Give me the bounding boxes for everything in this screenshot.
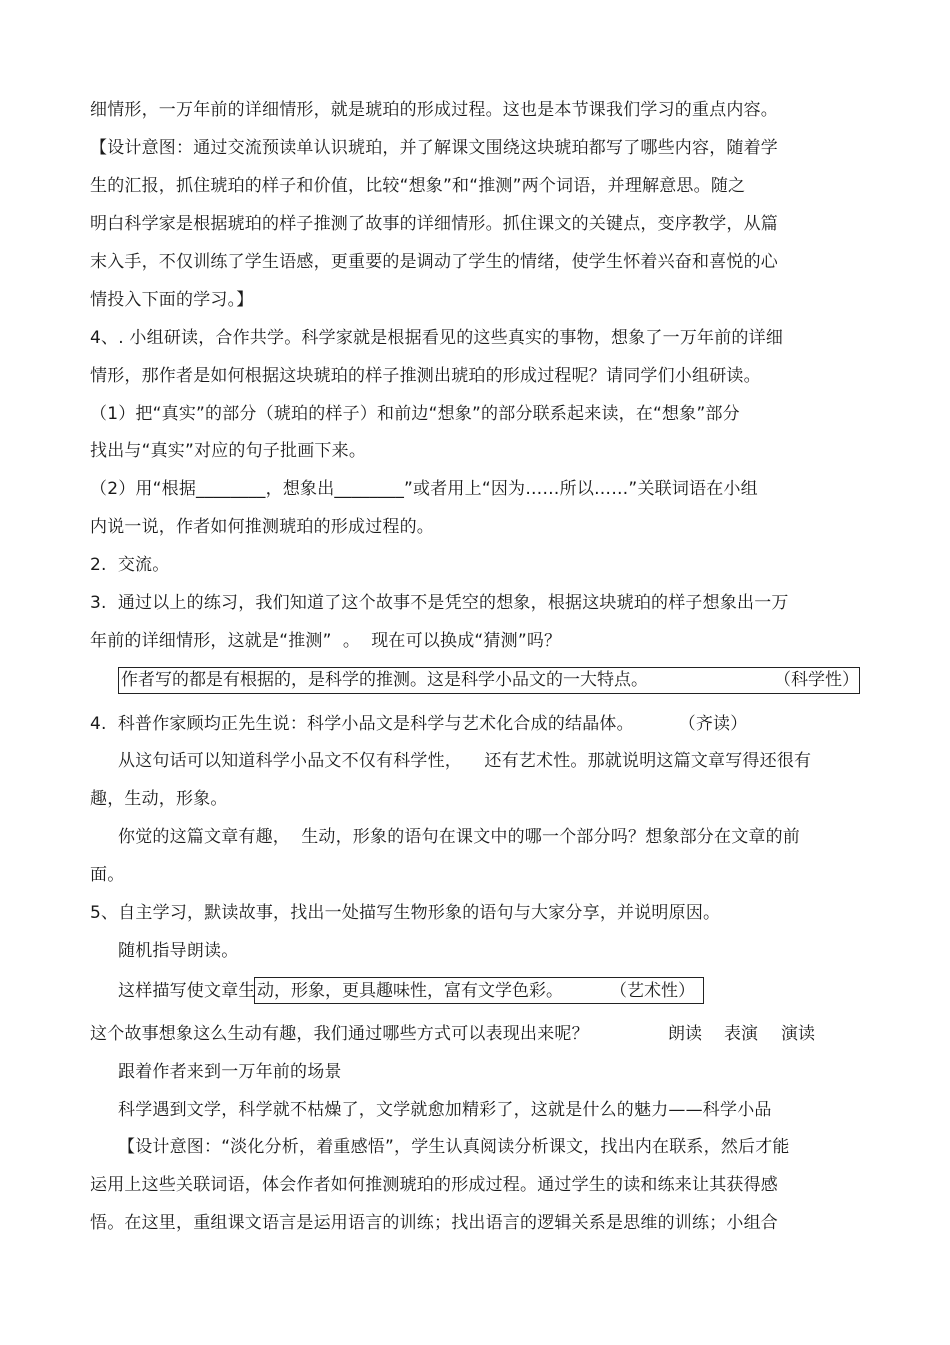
- step-4-heading: 4、. 小组研读，合作共学。科学家就是根据看见的这些真实的事物，想象了一万年前的详细: [90, 328, 784, 348]
- text-line: 年前的详细情形，这就是“推测” 。 现在可以换成“猜测”吗？: [90, 631, 562, 651]
- text-line: 趣，生动，形象。: [90, 789, 228, 809]
- text-line: 生的汇报，抓住琥珀的样子和价值，比较“想象”和“推测”两个词语，并理解意思。随之: [90, 176, 746, 196]
- box2-prefix: 这样描写使文章生: [118, 981, 256, 1001]
- method-read-aloud: 朗读: [668, 1024, 702, 1044]
- text-line: 找出与“真实”对应的句子批画下来。: [90, 441, 367, 461]
- text-line: 你觉的这篇文章有趣， 生动，形象的语句在课文中的哪一个部分吗？想象部分在文章的前: [118, 827, 801, 847]
- summary-box-tag: （科学性）: [774, 670, 859, 690]
- text-line: 情投入下面的学习。】: [90, 290, 254, 310]
- summary-box-text: 动，形象，更具趣味性，富有文学色彩。: [257, 981, 563, 1001]
- method-perform: 表演: [724, 1024, 758, 1044]
- text-line: 末入手，不仅训练了学生语感，更重要的是调动了学生的情绪，使学生怀着兴奋和喜悦的心: [90, 252, 778, 272]
- text-line: 情形，那作者是如何根据这块琥珀的样子推测出琥珀的形成过程呢？请同学们小组研读。: [90, 366, 761, 386]
- summary-box-tag: （艺术性）: [610, 981, 695, 1001]
- method-act-read: 演读: [781, 1024, 815, 1044]
- text-line: 从这句话可以知道科学小品文不仅有科学性， 还有艺术性。那就说明这篇文章写得还很有: [118, 751, 812, 771]
- text-line: 这个故事想象这么生动有趣，我们通过哪些方式可以表现出来呢？: [90, 1024, 589, 1044]
- text-line: 运用上这些关联词语，体会作者如何推测琥珀的形成过程。通过学生的读和练来让其获得感: [90, 1175, 778, 1195]
- task-1-line: （1）把“真实”的部分（琥珀的样子）和前边“想象”的部分联系起来读，在“想象”部分: [90, 404, 740, 424]
- step-5-heading: 5、自主学习，默读故事，找出一处描写生物形象的语句与大家分享，并说明原因。: [90, 903, 721, 923]
- step-2-heading: 2. 交流。: [90, 555, 170, 575]
- summary-box-text: 作者写的都是有根据的，是科学的推测。这是科学小品文的一大特点。: [121, 670, 648, 690]
- text-line: 面。: [90, 865, 125, 885]
- step-3-heading: 3. 通过以上的练习，我们知道了这个故事不是凭空的想象，根据这块琥珀的样子想象出一万: [90, 593, 789, 613]
- text-line: 细情形，一万年前的详细情形，就是琥珀的形成过程。这也是本节课我们学习的重点内容。: [90, 100, 778, 120]
- text-line: 科学遇到文学，科学就不枯燥了，文学就愈加精彩了，这就是什么的魅力——科学小品: [118, 1100, 772, 1120]
- text-line: 内说一说，作者如何推测琥珀的形成过程的。: [90, 517, 434, 537]
- design-intent-line: 【设计意图：通过交流预读单认识琥珀，并了解课文围绕这块琥珀都写了哪些内容，随着学: [90, 138, 778, 158]
- design-intent-line: 【设计意图：“淡化分析，着重感悟”，学生认真阅读分析课文，找出内在联系，然后才能: [118, 1137, 790, 1157]
- step-4b-heading: 4. 科普作家顾均正先生说：科学小品文是科学与艺术化合成的结晶体。 （齐读）: [90, 714, 748, 734]
- text-line: 随机指导朗读。: [118, 941, 239, 961]
- text-line: 跟着作者来到一万年前的场景: [118, 1062, 342, 1082]
- text-line: 悟。在这里，重组课文语言是运用语言的训练；找出语言的逻辑关系是思维的训练；小组合: [90, 1213, 778, 1233]
- text-line: 明白科学家是根据琥珀的样子推测了故事的详细情形。抓住课文的关键点，变序教学，从篇: [90, 214, 778, 234]
- task-2-line: （2）用“根据________，想象出________”或者用上“因为……所以……”关联词语在小组: [90, 479, 758, 499]
